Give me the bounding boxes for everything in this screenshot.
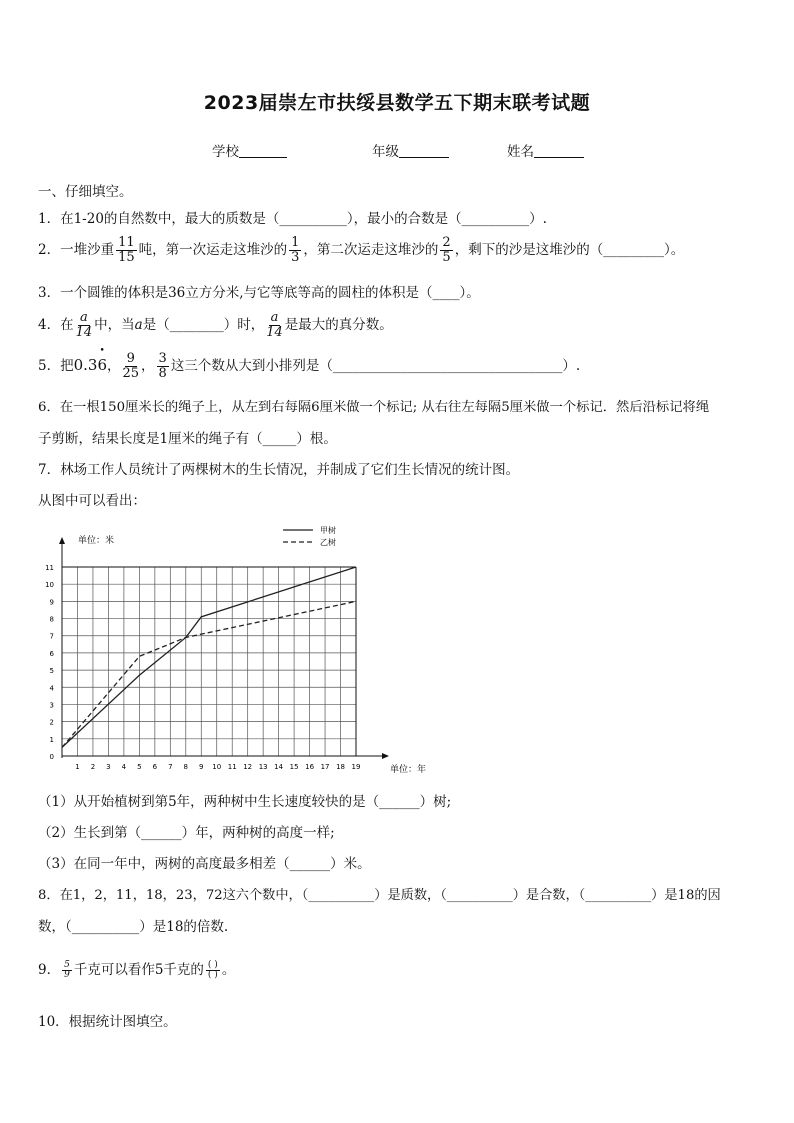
x-tick-label: 19 <box>351 763 361 771</box>
chart-series <box>62 567 356 747</box>
fraction-9-25: $\frac{9}{25}$ <box>122 351 140 381</box>
x-tick-label: 6 <box>152 763 158 771</box>
fraction-2-5: $\frac{2}{5}$ <box>442 235 451 265</box>
question-9: 9． $\frac{5}{9}$ 千克可以看作5千克的 $\frac{( )}{( )}$ 。 <box>38 960 236 980</box>
question-8-line-1: 8．在1，2，11，18，23，72这六个数中，（__________）是质数，（__________）是合数，（__________）是18的因 <box>38 888 721 903</box>
y-tick-label: 10 <box>45 581 54 590</box>
x-tick-label: 3 <box>106 763 111 771</box>
series-line-1 <box>62 567 356 747</box>
y-tick-label: 4 <box>49 684 54 693</box>
repeating-decimal: 0.3• 6 <box>74 356 107 374</box>
question-7: 7．林场工作人员统计了两棵树木的生长情况，并制成了它们生长情况的统计图。 <box>38 462 520 478</box>
y-axis-arrow <box>59 537 65 544</box>
fraction-a-14: $\frac{a}{14}$ <box>75 310 93 340</box>
y-tick-label: 0 <box>49 753 54 761</box>
grade-field[interactable] <box>372 140 449 160</box>
growth-chart <box>38 520 427 785</box>
x-tick-label: 14 <box>274 763 284 771</box>
x-tick-label: 18 <box>336 763 345 771</box>
question-7-2: （2）生长到第（______）年，两种树的高度一样; <box>38 825 335 841</box>
chart-grid <box>62 567 356 756</box>
series-line-2 <box>62 601 356 747</box>
section-heading: 一、仔细填空。 <box>38 184 133 200</box>
x-tick-label: 15 <box>289 763 299 771</box>
question-7-1: （1）从开始植树到第5年，两种树中生长速度较快的是（______）树; <box>38 794 452 810</box>
x-tick-label: 17 <box>320 763 330 771</box>
question-1: 1．在1-20的自然数中，最大的质数是（__________），最小的合数是（__________）. <box>38 211 547 227</box>
question-6-line-2: 子剪断，结果长度是1厘米的绳子有（_____）根。 <box>38 431 337 447</box>
y-axis-label: 单位：米 <box>78 536 115 546</box>
question-7-3: （3）在同一年中，两树的高度最多相差（______）米。 <box>38 856 371 872</box>
y-tick-label: 3 <box>49 701 54 710</box>
fraction-3-8: $\frac{3}{8}$ <box>158 351 167 381</box>
fraction-blank: $\frac{( )}{( )}$ <box>207 960 218 980</box>
chart-ticks <box>45 564 360 771</box>
x-tick-label: 8 <box>183 763 189 771</box>
question-2: 2．一堆沙重 $\frac{11}{15}$ 吨，第一次运走这堆沙的 $\frac{1}{3}$ ，第二次运走这堆沙的 $\frac{2}{5}$ ，剩下的沙是这堆沙的（_________）。 <box>38 235 685 265</box>
x-tick-label: 10 <box>212 763 222 771</box>
question-3: 3．一个圆锥的体积是36立方分米,与它等底等高的圆柱的体积是（____）。 <box>38 285 480 301</box>
question-10: 10．根据统计图填空。 <box>38 1014 177 1030</box>
x-tick-label: 16 <box>305 763 315 771</box>
y-tick-label: 8 <box>49 615 54 624</box>
school-label: 学校 <box>212 144 239 160</box>
school-field[interactable] <box>212 140 287 160</box>
name-field[interactable] <box>507 140 584 160</box>
question-8-line-2: 数，（__________）是18的倍数. <box>38 919 229 935</box>
question-7-sub: 从图中可以看出： <box>38 493 146 509</box>
fraction-1-3: $\frac{1}{3}$ <box>291 235 300 265</box>
question-5: 5．把0.3• 6， $\frac{9}{25}$ ， $\frac{3}{8}$ 这三个数从大到小排列是（__________________________________）. <box>38 352 580 381</box>
y-tick-label: 6 <box>49 649 54 658</box>
chart-legend <box>283 525 336 547</box>
x-tick-label: 9 <box>199 763 204 771</box>
x-tick-label: 13 <box>258 763 268 771</box>
y-tick-label: 2 <box>49 718 54 727</box>
x-tick-label: 2 <box>90 763 96 771</box>
x-tick-label: 11 <box>227 763 237 771</box>
page-title: 2023届崇左市扶绥县数学五下期末联考试题 <box>203 92 591 114</box>
x-tick-label: 12 <box>243 763 253 771</box>
fraction-11-15: $\frac{11}{15}$ <box>118 235 135 265</box>
x-axis-label: 单位：年 <box>390 765 427 775</box>
fraction-a-14-b: $\frac{a}{14}$ <box>266 310 283 340</box>
y-tick-label: 1 <box>49 735 54 744</box>
y-tick-label: 9 <box>49 598 54 607</box>
name-label: 姓名 <box>507 144 534 160</box>
x-axis-arrow <box>382 753 389 759</box>
fraction-5-9: $\frac{5}{9}$ <box>64 960 70 980</box>
x-tick-label: 4 <box>121 763 127 771</box>
legend-label-1: 甲树 <box>320 526 336 535</box>
y-tick-label: 11 <box>45 564 54 572</box>
legend-label-2: 乙树 <box>320 538 336 547</box>
y-tick-label: 7 <box>49 632 54 641</box>
x-tick-label: 7 <box>168 763 173 771</box>
question-6-line-1: 6．在一根150厘米长的绳子上，从左到右每隔6厘米做一个标记; 从右往左每隔5厘米做一个标记．然后沿标记将绳 <box>38 400 710 415</box>
y-tick-label: 5 <box>49 667 54 676</box>
x-tick-label: 5 <box>137 763 142 771</box>
x-tick-label: 1 <box>75 763 80 771</box>
grade-label: 年级 <box>372 144 399 160</box>
question-4: 4．在 $\frac{a}{14}$ 中，当a是（________）时， $\frac{a}{14}$ 是最大的真分数。 <box>38 310 393 340</box>
